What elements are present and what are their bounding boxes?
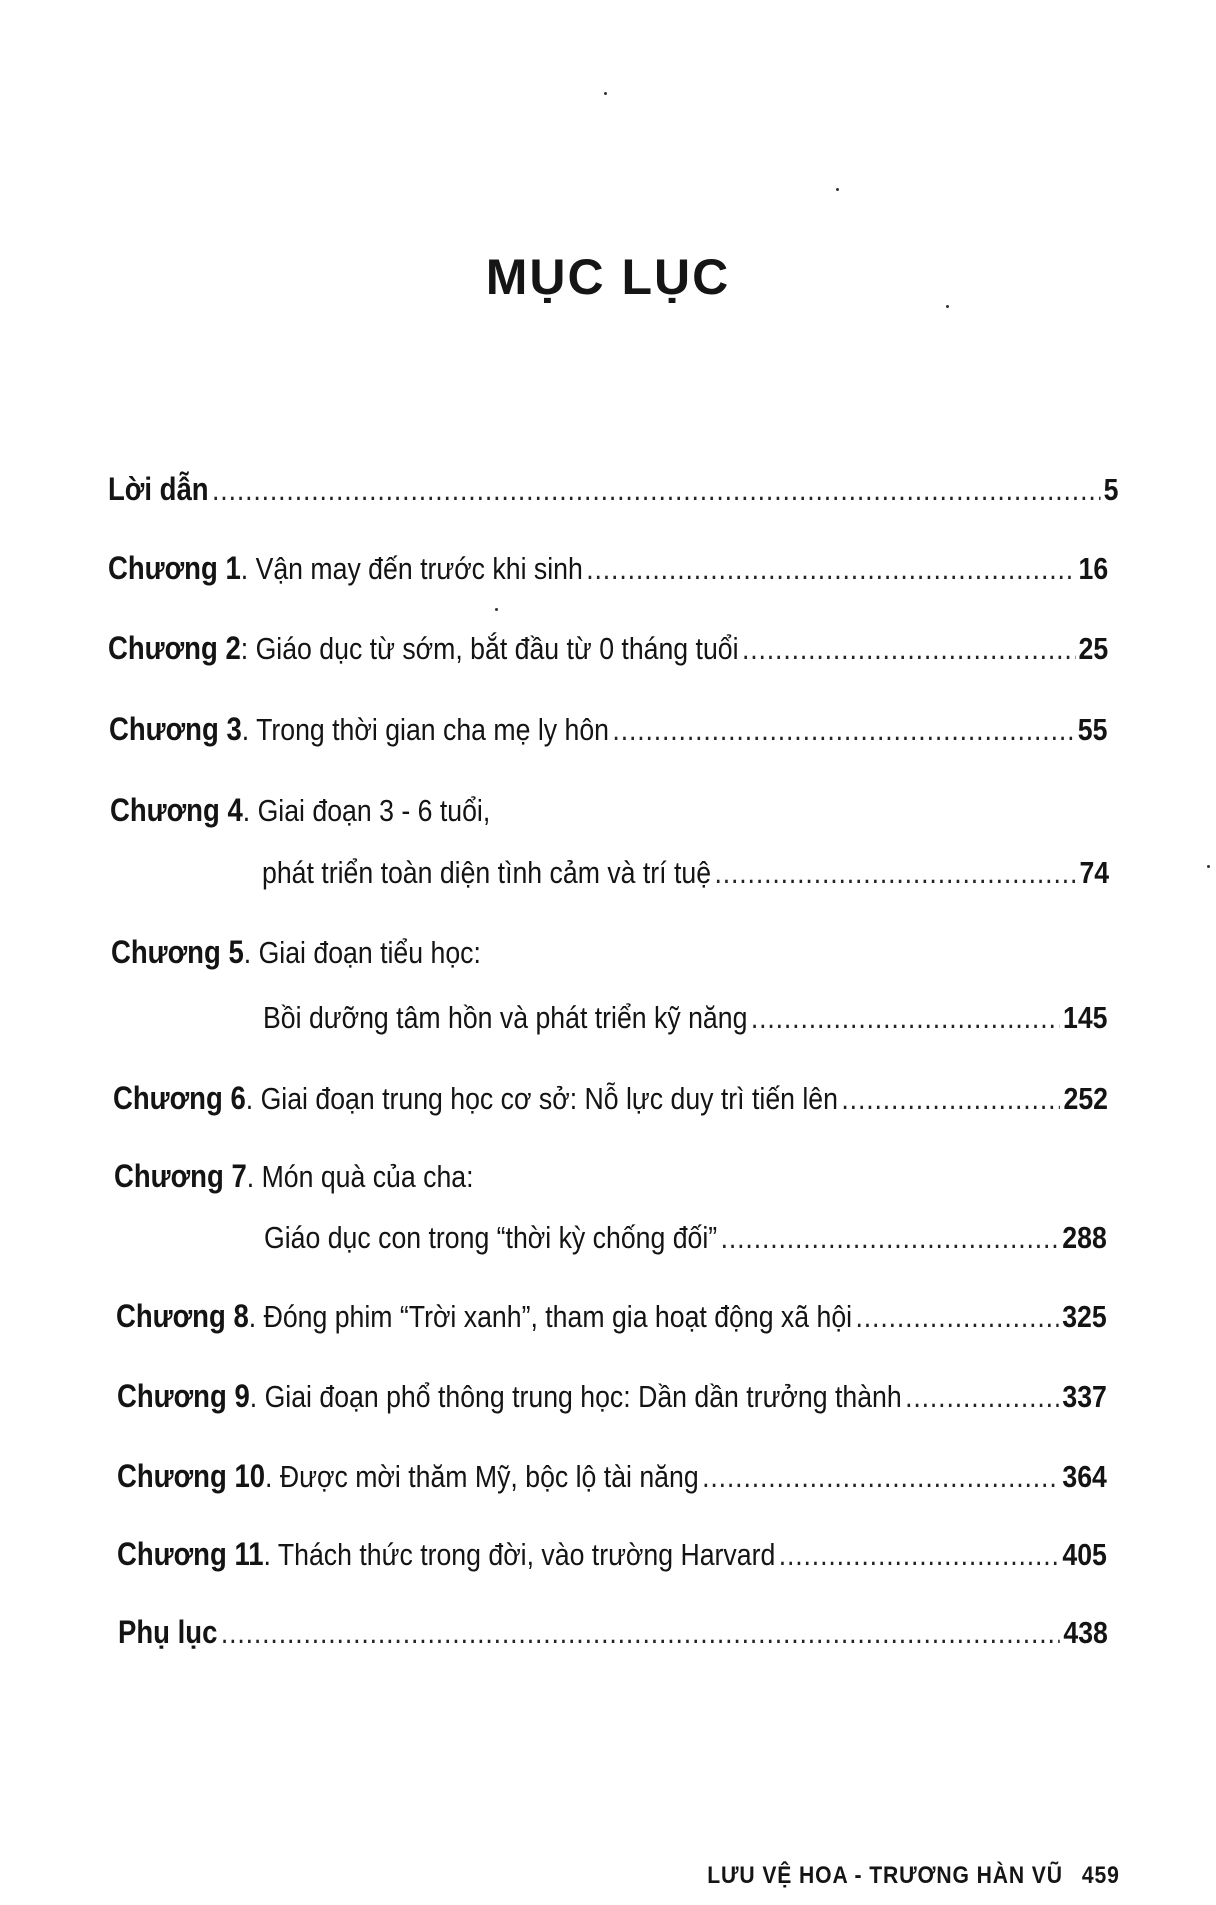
toc-entry-label: Chương 8 (116, 1298, 249, 1334)
toc-entry-loi-dan[interactable] (108, 469, 1119, 510)
toc-entry-label: Phụ lục (118, 1614, 218, 1650)
toc-entry-chapter-2[interactable] (108, 628, 1108, 669)
toc-entry-chapter-8[interactable] (116, 1296, 1107, 1337)
toc-entry-chapter-6[interactable] (113, 1078, 1108, 1119)
leader-dots (714, 853, 1076, 893)
page-title: MỤC LỤC (485, 249, 731, 305)
leader-dots (721, 1218, 1059, 1258)
toc-entry-page: 145 (1063, 1000, 1108, 1035)
toc-entry-title: . Trong thời gian cha mẹ ly hôn (241, 712, 609, 747)
leader-dots (841, 1079, 1060, 1119)
toc-entry-title: . Vận may đến trước khi sinh (240, 551, 583, 586)
leader-dots (612, 710, 1074, 750)
footer-authors: LƯU VỆ HOA - TRƯƠNG HÀN VŨ (707, 1862, 1064, 1889)
leader-dots (856, 1297, 1059, 1337)
toc-entry-page: 55 (1077, 712, 1108, 747)
toc-entry-title: : Giáo dục từ sớm, bắt đầu từ 0 tháng tuổi (240, 631, 739, 666)
scan-speck (1207, 865, 1210, 868)
toc-entry-page: 25 (1078, 631, 1109, 666)
toc-entry-label: Chương 11 (117, 1536, 264, 1572)
toc-entry-chapter-11[interactable] (117, 1534, 1107, 1575)
toc-entry-page: 325 (1062, 1299, 1107, 1334)
leader-dots (751, 998, 1060, 1038)
leader-dots (221, 1613, 1060, 1653)
leader-dots (586, 549, 1075, 589)
toc-entry-title: . Giai đoạn trung học cơ sở: Nỗ lực duy trì tiến lên (245, 1081, 838, 1116)
toc-entry-page: 5 (1103, 472, 1119, 507)
toc-entry-title: . Giai đoạn phổ thông trung học: Dần dần trưởng thành (249, 1379, 902, 1414)
toc-entry-chapter-3[interactable] (109, 709, 1107, 750)
toc-entry-chapter-4-line-1[interactable] (110, 790, 712, 831)
footer-page-number: 459 (1082, 1862, 1120, 1889)
leader-dots (212, 470, 1100, 510)
toc-entry-chapter-7-line-1[interactable] (114, 1156, 716, 1197)
toc-entry-page: 405 (1062, 1537, 1107, 1572)
toc-entry-label: Lời dẫn (108, 471, 209, 507)
scan-speck (946, 305, 949, 308)
toc-entry-title: . Giai đoạn 3 - 6 tuổi, (242, 793, 491, 828)
toc-entry-chapter-4-line-2[interactable] (262, 853, 1109, 893)
toc-entry-label: Chương 2 (108, 630, 241, 666)
toc-entry-label: Chương 1 (108, 550, 241, 586)
toc-entry-title-continued: Giáo dục con trong “thời kỳ chống đối” (264, 1220, 718, 1255)
toc-entry-title: . Món quà của cha: (246, 1159, 474, 1194)
page-footer (707, 1862, 1120, 1890)
leader-dots (742, 629, 1075, 669)
toc-entry-chapter-5-line-2[interactable] (263, 998, 1108, 1038)
toc-entry-title: . Được mời thăm Mỹ, bộc lộ tài năng (265, 1459, 699, 1494)
toc-entry-chapter-1[interactable] (108, 548, 1108, 589)
toc-entry-title-continued: Bồi dưỡng tâm hồn và phát triển kỹ năng (263, 1000, 748, 1035)
toc-entry-label: Chương 5 (111, 934, 244, 970)
toc-entry-page: 438 (1063, 1615, 1108, 1650)
toc-entry-chapter-5-line-1[interactable] (111, 932, 713, 973)
leader-dots (779, 1535, 1059, 1575)
toc-entry-page: 288 (1062, 1220, 1107, 1255)
toc-entry-label: Chương 3 (109, 711, 242, 747)
toc-entry-label: Chương 4 (110, 792, 243, 828)
toc-entry-label: Chương 9 (117, 1378, 250, 1414)
scan-speck (836, 188, 839, 191)
toc-entry-chapter-10[interactable] (117, 1456, 1107, 1497)
toc-entry-title: . Đóng phim “Trời xanh”, tham gia hoạt động xã hội (248, 1299, 853, 1334)
toc-entry-label: Chương 6 (113, 1080, 246, 1116)
scan-speck (604, 92, 607, 95)
toc-entry-page: 252 (1063, 1081, 1109, 1116)
leader-dots (905, 1377, 1059, 1417)
toc-entry-page: 16 (1078, 551, 1109, 586)
toc-entry-label: Chương 7 (114, 1158, 247, 1194)
toc-entry-appendix[interactable] (118, 1612, 1108, 1653)
toc-entry-page: 337 (1062, 1379, 1107, 1414)
toc-entry-chapter-9[interactable] (117, 1376, 1107, 1417)
toc-entry-title-continued: phát triển toàn diện tình cảm và trí tuệ (262, 855, 712, 890)
scan-speck (495, 608, 498, 611)
toc-entry-title: . Giai đoạn tiểu học: (243, 935, 481, 970)
toc-entry-title: . Thách thức trong đời, vào trường Harvard (263, 1537, 776, 1572)
toc-entry-page: 74 (1079, 855, 1110, 890)
toc-entry-page: 364 (1062, 1459, 1107, 1494)
toc-entry-label: Chương 10 (117, 1458, 266, 1494)
toc-entry-chapter-7-line-2[interactable] (264, 1218, 1107, 1258)
leader-dots (702, 1457, 1059, 1497)
